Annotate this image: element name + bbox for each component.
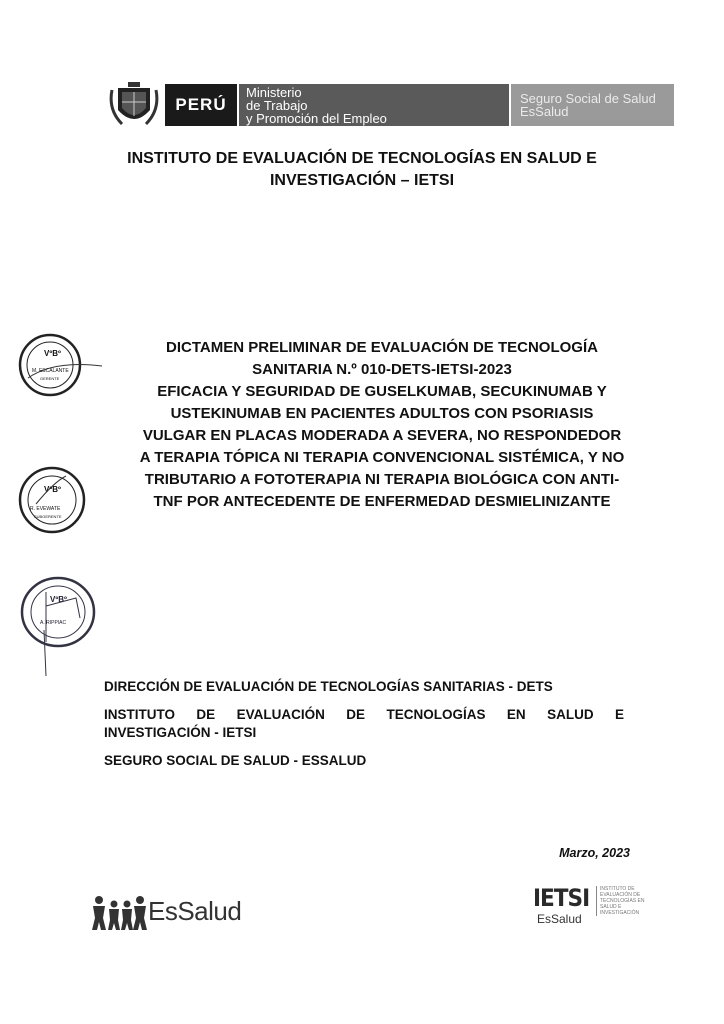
- essalud-line-1: Seguro Social de Salud: [520, 91, 656, 106]
- institute-title-line-2: INVESTIGACIÓN – IETSI: [269, 172, 455, 189]
- stamp-role-text: SUBGERENTE: [34, 514, 62, 519]
- stamp-name-text: A. RIPPIAC: [40, 620, 67, 626]
- dictamen-line: TNF POR ANTECEDENTE DE ENFERMEDAD DESMIELINIZANTE: [153, 493, 611, 510]
- dictamen-line: EFICACIA Y SEGURIDAD DE GUSELKUMAB, SECUKINUMAB Y: [157, 383, 607, 400]
- essalud-label: [511, 84, 674, 126]
- dictamen-line: DICTAMEN PRELIMINAR DE EVALUACIÓN DE TECNOLOGÍA: [166, 339, 598, 356]
- dictamen-title: [100, 337, 664, 513]
- ministry-line-2: de Trabajo: [246, 98, 308, 113]
- ietsi-line-2: INVESTIGACIÓN - IETSI: [104, 725, 257, 740]
- ministry-line-1: Ministerio: [246, 85, 302, 100]
- peru-coat-of-arms-icon: [108, 80, 160, 130]
- essalud-line-2: EsSalud: [520, 104, 569, 119]
- stamp-vb-text: VºBº: [44, 349, 61, 358]
- dictamen-line: A TERAPIA TÓPICA NI TERAPIA CONVENCIONAL SISTÉMICA, Y NO: [139, 449, 625, 466]
- ietsi-logo-text: IETSI: [533, 884, 590, 912]
- dets-line: DIRECCIÓN DE EVALUACIÓN DE TECNOLOGÍAS SANITARIAS - DETS: [104, 679, 553, 694]
- approval-stamp-1: [14, 330, 104, 400]
- institute-title-line-1: INSTITUTO DE EVALUACIÓN DE TECNOLOGÍAS EN SALUD E: [127, 150, 597, 167]
- peru-label: PERÚ: [165, 84, 237, 126]
- stamp-name-text: M. ESCALANTE: [32, 368, 69, 374]
- essalud-logo: [90, 892, 260, 932]
- dictamen-line: SANITARIA N.º 010-DETS-IETSI-2023: [252, 361, 512, 378]
- dictamen-line: USTEKINUMAB EN PACIENTES ADULTOS CON PSORIASIS: [170, 405, 594, 422]
- government-banner: [108, 80, 656, 130]
- essalud-logo-text: EsSalud: [148, 896, 242, 926]
- stamp-name-text: R. EVEWATE: [30, 506, 61, 512]
- ietsi-line-1: INSTITUTO DE EVALUACIÓN DE TECNOLOGÍAS EN SALUD E: [104, 707, 624, 722]
- institute-title: [60, 148, 664, 192]
- ietsi-logo-subtext: EsSalud: [537, 912, 582, 926]
- dictamen-line: TRIBUTARIO A FOTOTERAPIA NI TERAPIA BIOLÓGICA CON ANTI-: [144, 471, 620, 488]
- approval-stamp-3: [16, 570, 102, 680]
- stamp-vb-text: VºBº: [50, 595, 67, 604]
- ietsi-logo: [533, 884, 643, 934]
- stamp-role-text: GERENTE: [40, 376, 60, 381]
- document-date: Marzo, 2023: [559, 846, 630, 860]
- ietsi-logo-caption: INSTITUTO DE EVALUACIÓN DE TECNOLOGÍAS EN SALUD E INVESTIGACIÓN: [596, 886, 645, 916]
- ministry-line-3: y Promoción del Empleo: [246, 111, 387, 126]
- stamp-vb-text: VºBº: [44, 485, 61, 494]
- ministry-label: [239, 84, 509, 126]
- essalud-line: SEGURO SOCIAL DE SALUD - ESSALUD: [104, 753, 367, 768]
- approval-stamp-2: [14, 462, 94, 542]
- directorate-block: [104, 678, 624, 780]
- family-figures-icon: [90, 892, 148, 932]
- dictamen-line: VULGAR EN PLACAS MODERADA A SEVERA, NO RESPONDEDOR: [142, 427, 622, 444]
